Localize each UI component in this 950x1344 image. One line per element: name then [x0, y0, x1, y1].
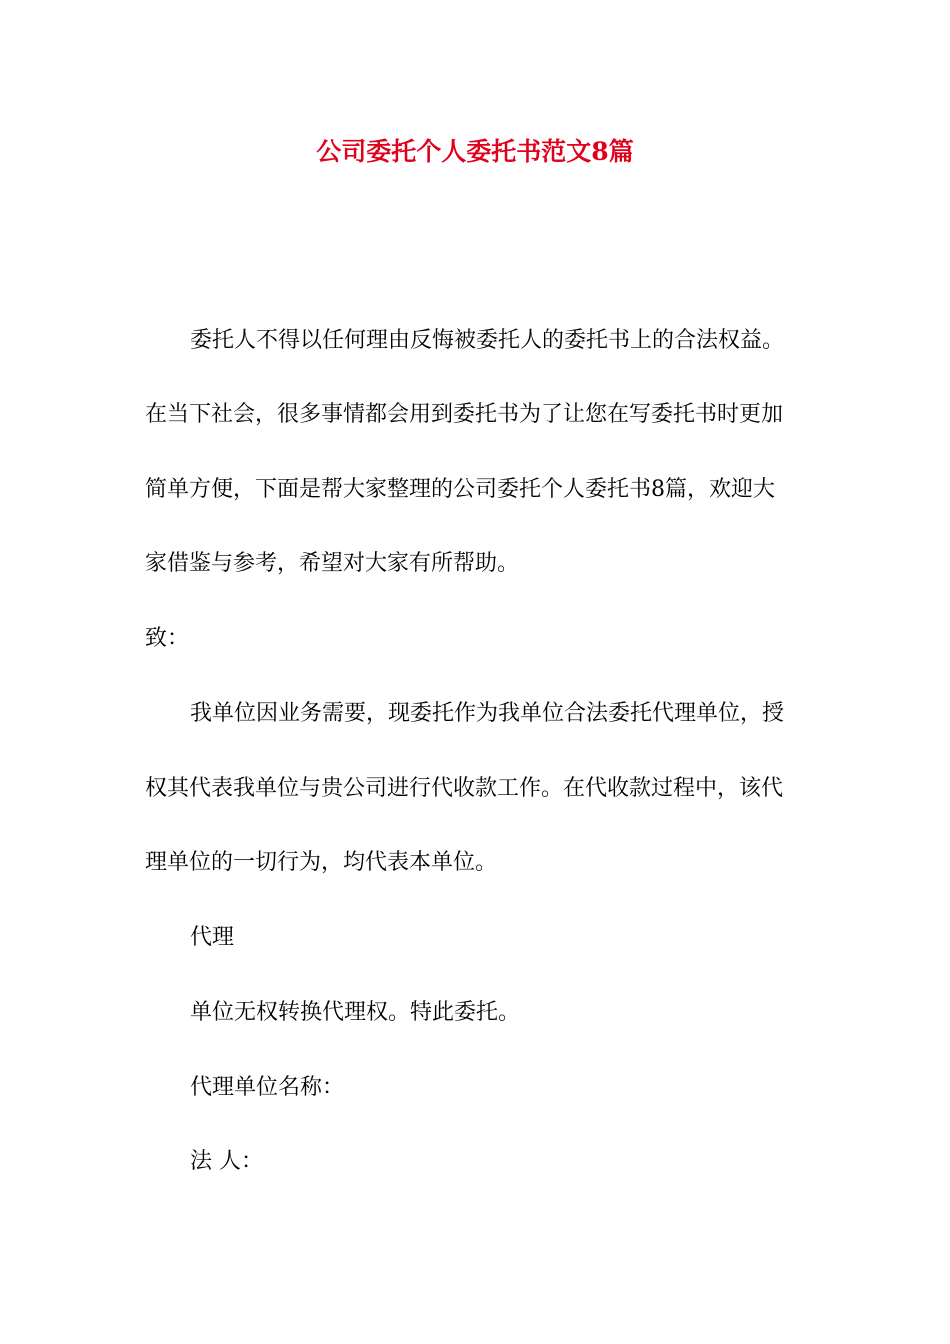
- paragraph-line: 在当下社会，很多事情都会用到委托书为了让您在写委托书时更加: [145, 402, 784, 427]
- agent-name-line: 代理单位名称：: [190, 1075, 345, 1100]
- paragraph-line: 理单位的一切行为，均代表本单位。: [145, 850, 498, 875]
- paragraph-line: 简单方便，下面是帮大家整理的公司委托个人委托书8篇，欢迎大: [145, 477, 775, 502]
- paragraph-line: 单位无权转换代理权。特此委托。: [190, 1000, 521, 1025]
- salutation-line: 致：: [145, 626, 190, 651]
- paragraph-line: 委托人不得以任何理由反悔被委托人的委托书上的合法权益。: [190, 328, 785, 353]
- paragraph-line: 代理: [190, 925, 235, 950]
- document-title: 公司委托个人委托书范文8篇: [316, 137, 634, 166]
- paragraph-line: 我单位因业务需要，现委托作为我单位合法委托代理单位，授: [190, 701, 785, 726]
- paragraph-line: 权其代表我单位与贵公司进行代收款工作。在代收款过程中，该代: [145, 776, 784, 801]
- paragraph-line: 家借鉴与参考，希望对大家有所帮助。: [145, 551, 520, 576]
- legal-person-line: 法 人：: [190, 1149, 263, 1174]
